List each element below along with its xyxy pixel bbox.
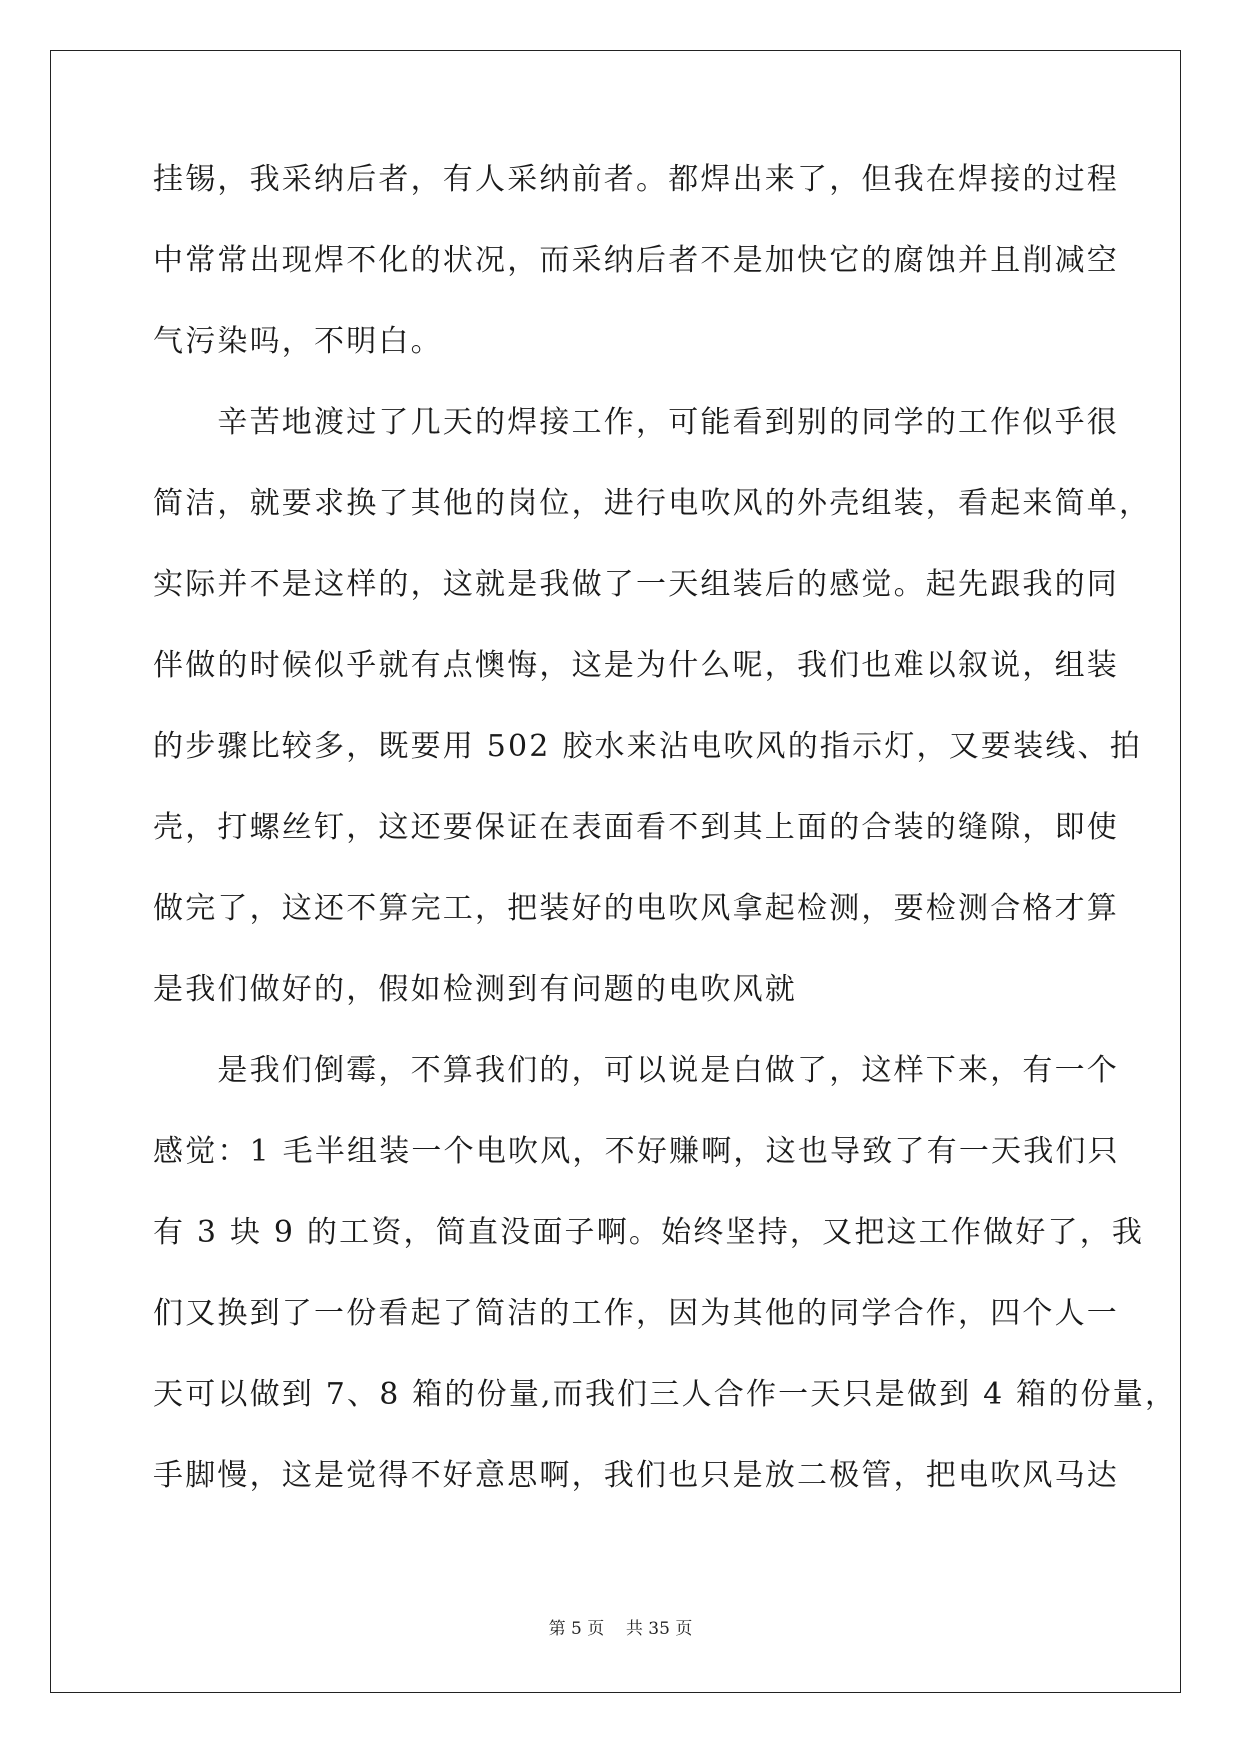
text-line: 气污染吗，不明白。 [153, 324, 443, 359]
page-footer [0, 1614, 1241, 1639]
text-line: 天可以做到 7、8 箱的份量,而我们三人合作一天只是做到 4 箱的份量， [153, 1377, 1178, 1412]
text-line: 们又换到了一份看起了简洁的工作，因为其他的同学合作，四个人一 [153, 1296, 1119, 1331]
text-line: 壳，打螺丝钉，这还要保证在表面看不到其上面的合装的缝隙，即使 [153, 810, 1119, 845]
text-line: 伴做的时候似乎就有点懊悔，这是为什么呢，我们也难以叙说，组装 [153, 648, 1119, 683]
document-body [153, 162, 1178, 1539]
text-line: 挂锡，我采纳后者，有人采纳前者。都焊出来了，但我在焊接的过程 [153, 162, 1119, 197]
text-line: 是我们做好的，假如检测到有问题的电吹风就 [153, 972, 797, 1007]
text-line: 简洁，就要求换了其他的岗位，进行电吹风的外壳组装，看起来简单， [153, 486, 1152, 521]
text-line: 中常常出现焊不化的状况，而采纳后者不是加快它的腐蚀并且削减空 [153, 243, 1119, 278]
text-line: 手脚慢，这是觉得不好意思啊，我们也只是放二极管，把电吹风马达 [153, 1458, 1119, 1493]
text-line: 实际并不是这样的，这就是我做了一天组装后的感觉。起先跟我的同 [153, 567, 1119, 602]
text-line: 辛苦地渡过了几天的焊接工作，可能看到别的同学的工作似乎很 [153, 405, 1119, 440]
page-number: 第 5 页 共 35 页 [548, 1619, 693, 1639]
text-line: 的步骤比较多，既要用 502 胶水来沾电吹风的指示灯，又要装线、拍 [153, 729, 1142, 764]
text-line: 有 3 块 9 的工资，简直没面子啊。始终坚持，又把这工作做好了，我 [153, 1215, 1145, 1250]
text-line: 是我们倒霉，不算我们的，可以说是白做了，这样下来，有一个 [153, 1053, 1119, 1088]
text-line: 做完了，这还不算完工，把装好的电吹风拿起检测，要检测合格才算 [153, 891, 1119, 926]
text-line: 感觉：1 毛半组装一个电吹风，不好赚啊，这也导致了有一天我们只 [153, 1134, 1120, 1169]
